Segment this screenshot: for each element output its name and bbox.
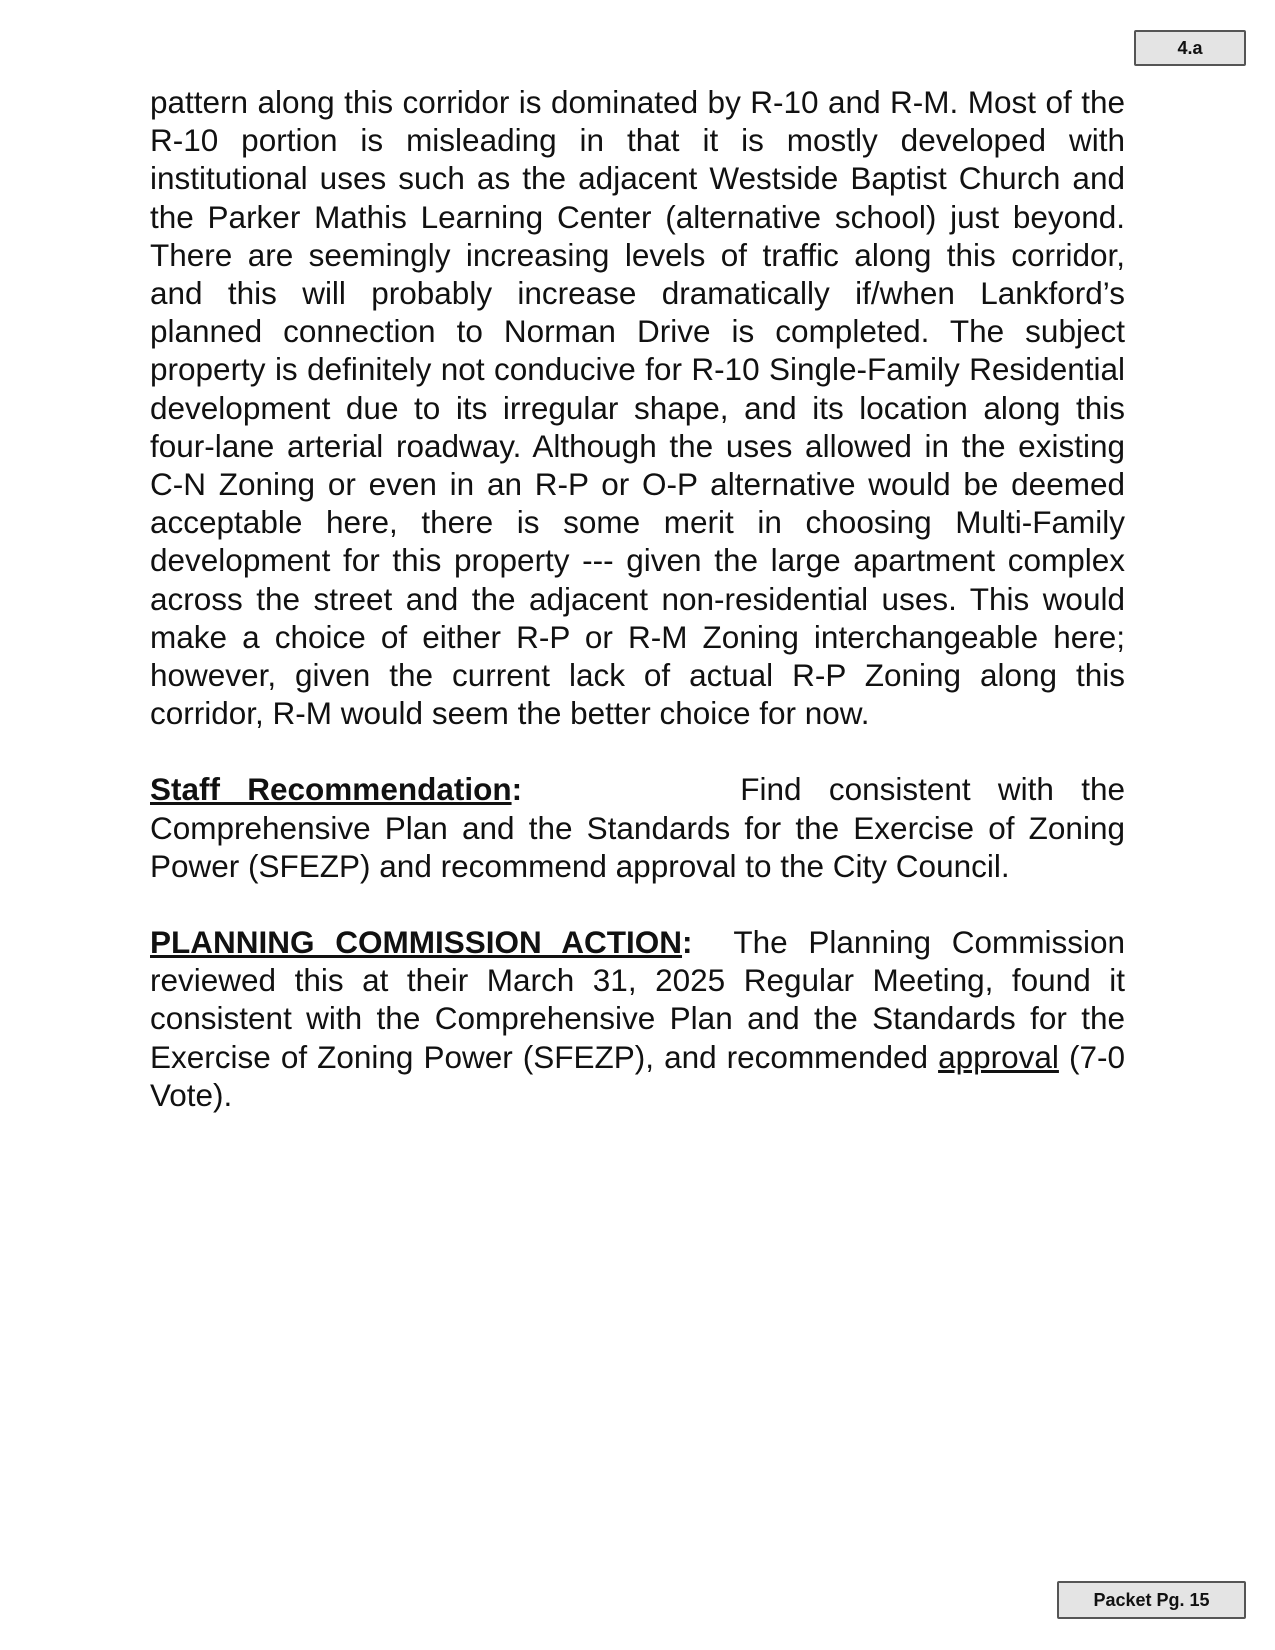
vote-result: (7-0 Vote). [150, 1038, 1125, 1113]
staff-recommendation-paragraph [150, 770, 1125, 885]
staff-recommendation-heading: Staff Recommendation [150, 771, 512, 808]
corridor-analysis-paragraph: pattern along this corridor is dominated by R-10 and R-M. Most of the R-10 portion is misleading in that it is mostly developed with institutional uses such as the adjacent Westside Baptist Church and the Parker Mathis Learning Center (alternative school) just beyond. There are seemingly increasing levels of traffic along this corridor, and this will probably increase dramatically if/when Lankford’s planned connection to Norman Drive is completed. The subject property is definitely not conducive for R-10 Single-Family Residential development due to its irregular shape, and its location along this four-lane arterial roadway. Although the uses allowed in the existing C-N Zoning or even in an R-P or O-P alternative would be deemed acceptable here, there is some merit in choosing Multi-Family development for this property --- given the large apartment complex across the street and the adjacent non-residential uses. This would make a choice of either R-P or R-M Zoning interchangeable here; however, given the current lack of actual R-P Zoning along this corridor, R-M would seem the better choice for now. [150, 84, 1125, 732]
staff-recommendation-text: Find consistent with the Comprehensive Plan and the Standards for the Exercise of Zoning Power (SFEZP) and recommend approval to the City Council. [150, 771, 1125, 884]
planning-commission-action-text: The Planning Commission reviewed this at their March 31, 2025 Regular Meeting, found it consistent with the Comprehensive Plan and the Standards for the Exercise of Zoning Power (SFEZP), and recommended [150, 924, 1125, 1075]
document-body [150, 83, 1125, 1114]
planning-commission-action-heading: PLANNING COMMISSION ACTION [150, 924, 683, 961]
agenda-item-tag-label: 4.a [1177, 37, 1203, 58]
approval-word: approval [938, 1038, 1059, 1075]
staff-recommendation-colon: : [511, 771, 523, 808]
packet-page-label: Packet Pg. 15 [1093, 1589, 1210, 1610]
packet-page-number [1057, 1581, 1246, 1619]
agenda-item-tag [1134, 30, 1246, 66]
planning-commission-action-paragraph [150, 923, 1125, 1114]
planning-commission-action-colon: : [682, 924, 693, 961]
